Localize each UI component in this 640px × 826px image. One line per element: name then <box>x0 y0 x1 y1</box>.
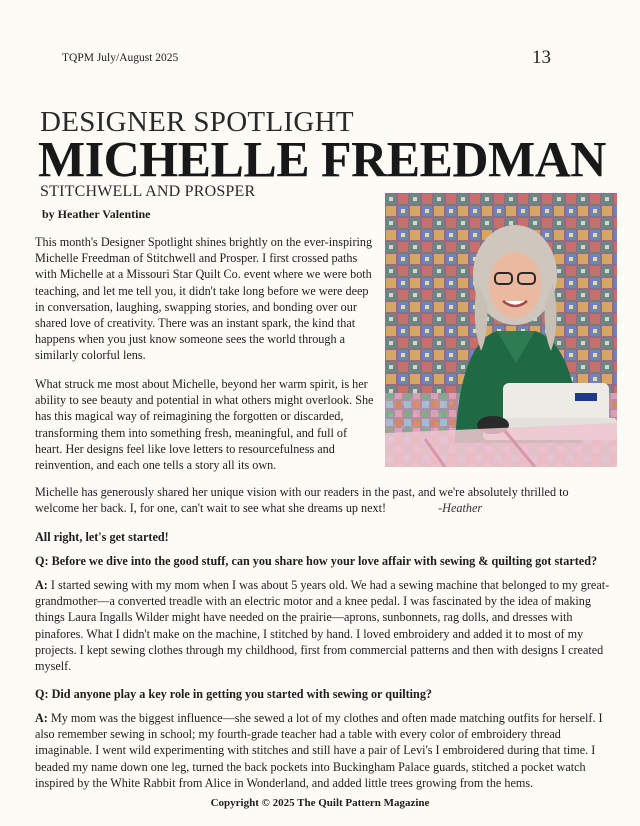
answer-1-text: I started sewing with my mom when I was about 5 years old. We had a sewing machine that belonged to my great-grandmother—a converted treadle with an electric motor and a knee pedal. I was fascinated by the idea of making things Laura Ingalls Wilder might have needed on the prairie—aprons, sunbonnets, rag dolls, and dresses with pinafores. What I didn't make on the machine, I stitched by hand. I loved embroidery and added it to most of my projects. I kept sewing clothes through my childhood, first from commercial patterns and then with designs I created myself. <box>35 578 610 674</box>
signature: -Heather <box>438 501 483 516</box>
designer-photo <box>385 193 617 467</box>
issue-label: TQPM July/August 2025 <box>62 52 179 64</box>
intro-paragraph-1: This month's Designer Spotlight shines brightly on the ever-inspiring Michelle Freedman of Stitchwell and Prosper. I first crossed paths with Michelle at a Missouri Star Quilt Co. event where we were both teaching, and let me tell you, it didn't take long before we were deep in conversation, laughing, swapping stories, and bonding over our shared love of creativity. There was an instant spark, the kind that happens when you just know someone sees the world through a similarly colorful lens. <box>35 235 373 363</box>
answer-1-prefix: A: <box>35 578 48 592</box>
page-number: 13 <box>532 47 551 68</box>
byline: by Heather Valentine <box>42 207 151 221</box>
copyright-footer: Copyright © 2025 The Quilt Pattern Magazine <box>210 797 430 809</box>
company-subtitle: STITCHWELL AND PROSPER <box>40 183 256 200</box>
answer-1 <box>35 577 610 674</box>
intro-paragraph-3 <box>35 484 610 516</box>
answer-2-prefix: A: <box>35 711 48 725</box>
question-2: Q: Did anyone play a key role in getting you started with sewing or quilting? <box>35 687 433 701</box>
answer-2 <box>35 710 610 791</box>
intro-paragraph-2: What struck me most about Michelle, beyond her warm spirit, is her ability to see beauty and potential in what others might overlook. She has this magical way of reimagining the forgotten or discarded, transforming them into something fresh, meaningful, and full of heart. Her designs feel like love letters to resourcefulness and reinvention, and each one tells a story all its own. <box>35 377 374 473</box>
designer-name: MICHELLE FREEDMAN <box>38 130 606 188</box>
question-1: Q: Before we dive into the good stuff, can you share how your love affair with sewing & quilting got started? <box>35 554 598 568</box>
section-kicker: DESIGNER SPOTLIGHT <box>40 106 354 138</box>
lead-in: All right, let's get started! <box>35 530 169 544</box>
answer-2-text: My mom was the biggest influence—she sewed a lot of my clothes and often made matching outfits for herself. I also remember sewing in school; my fourth-grade teacher had a table with every color of embroidery thread imaginable. I went wild experimenting with stitches and still have a pair of Levi's I embroidered during that time. I beaded my name down one leg, turned the back pockets into Buckingham Palace guards, stitched a pocket watch inspired by the White Rabbit from Alice in Wonderland, and added little trees growing from the hems. <box>35 711 603 790</box>
intro-paragraph-3-text: Michelle has generously shared her unique vision with our readers in the past, and we're absolutely thrilled to welcome her back. I, for one, can't wait to see what she dreams up next! <box>35 485 569 516</box>
